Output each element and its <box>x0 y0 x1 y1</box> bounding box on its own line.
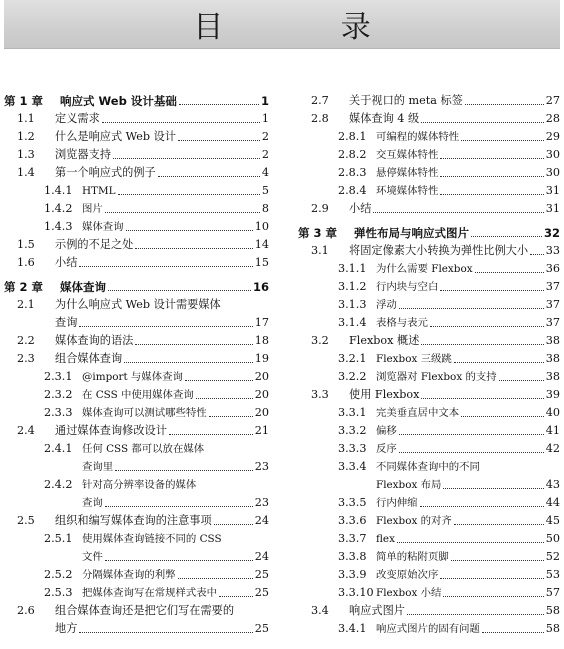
toc-entry-number: 1.4.2 <box>44 202 73 215</box>
toc-entry-title: @import 与媒体查询 <box>82 371 183 383</box>
toc-page-number: 18 <box>254 334 269 347</box>
dot-leader <box>126 230 253 231</box>
toc-right-column <box>298 92 560 638</box>
toc-entry-title: 查询里 <box>82 461 114 473</box>
toc-entry-title: 小结 <box>55 256 78 269</box>
toc-entry-number: 3.3.2 <box>338 424 367 437</box>
toc-page-number: 24 <box>254 550 269 563</box>
toc-page-number: 5 <box>261 184 269 197</box>
toc-entry-number: 1.2 <box>17 130 35 143</box>
toc-page-number: 44 <box>545 496 560 509</box>
toc-entry-title: 媒体查询 <box>82 221 124 233</box>
toc-entry-title: 环境媒体特性 <box>376 185 439 197</box>
toc-entry <box>298 368 560 386</box>
toc-entry <box>4 584 269 602</box>
toc-entry-title: 媒体查询 4 级 <box>349 112 420 125</box>
toc-entry <box>4 110 269 128</box>
toc-entry-title: Flexbox 布局 <box>376 479 442 491</box>
toc-entry-title: 完美垂直居中文本 <box>376 407 460 419</box>
toc-page-number: 33 <box>545 244 560 257</box>
toc-page-number: 25 <box>254 568 269 581</box>
toc-entry <box>4 566 269 584</box>
toc-entry-number: 3.2 <box>311 334 329 347</box>
toc-entry <box>298 512 560 530</box>
toc-entry-title: 浏览器对 Flexbox 的支持 <box>376 371 497 383</box>
toc-entry-title: 针对高分辨率设备的媒体 <box>82 479 197 491</box>
toc-page-number: 50 <box>545 532 560 545</box>
toc-page-number: 2 <box>261 148 269 161</box>
toc-entry-number: 2.8.3 <box>338 166 367 179</box>
dot-leader <box>461 140 544 141</box>
dot-leader <box>440 176 543 177</box>
dot-leader <box>471 236 542 237</box>
dot-leader <box>451 560 544 561</box>
toc-entry-number: 第 1 章 <box>4 94 44 108</box>
toc-entry-title: 为什么响应式 Web 设计需要媒体 <box>55 298 221 311</box>
toc-entry-title: 组合媒体查询还是把它们写在需要的 <box>55 604 235 617</box>
toc-entry <box>4 236 269 254</box>
toc-entry-title: 关于视口的 meta 标签 <box>349 94 463 107</box>
dot-leader <box>461 416 544 417</box>
dot-leader <box>443 596 543 597</box>
toc-entry-title: 行内块与空白 <box>376 281 439 293</box>
toc-entry-number: 2.3.3 <box>44 406 73 419</box>
toc-page-number: 45 <box>545 514 560 527</box>
toc-entry-title: 行内伸缩 <box>376 497 418 509</box>
toc-entry-title: 浏览器支持 <box>55 148 111 161</box>
toc-entry <box>298 476 560 494</box>
toc-entry-title: 为什么需要 Flexbox <box>376 263 473 275</box>
toc-entry-number: 2.5.2 <box>44 568 73 581</box>
dot-leader <box>454 362 544 363</box>
toc-page-number: 20 <box>254 388 269 401</box>
dot-leader <box>530 254 544 255</box>
toc-entry-number: 2.5.3 <box>44 586 73 599</box>
toc-page-number: 38 <box>545 352 560 365</box>
toc-entry <box>298 548 560 566</box>
toc-entry <box>4 368 269 386</box>
toc-entry <box>298 566 560 584</box>
toc-entry-title: 通过媒体查询修改设计 <box>55 424 167 437</box>
toc-entry-title: 将固定像素大小转换为弹性比例大小 <box>349 244 529 257</box>
toc-entry-title: Flexbox 三级跳 <box>376 353 452 365</box>
toc-entry <box>298 110 560 128</box>
toc-entry <box>298 440 560 458</box>
toc-entry-title: 图片 <box>82 203 103 215</box>
toc-entry <box>4 458 269 476</box>
toc-entry-number: 1.4 <box>17 166 35 179</box>
toc-page-number: 39 <box>545 388 560 401</box>
toc-page-number: 25 <box>254 622 269 635</box>
dot-leader <box>440 578 543 579</box>
dot-leader <box>465 104 544 105</box>
toc-entry-number: 3.4 <box>311 604 329 617</box>
toc-page-number: 16 <box>252 280 269 294</box>
toc-entry <box>4 128 269 146</box>
dot-leader <box>169 434 253 435</box>
toc-entry <box>298 584 560 602</box>
toc-page-number: 31 <box>545 202 560 215</box>
dot-leader <box>443 488 543 489</box>
dot-leader <box>102 122 260 123</box>
toc-entry-title: Flexbox 的对齐 <box>376 515 452 527</box>
toc-entry-number: 3.3.4 <box>338 460 367 473</box>
toc-entry-title: 把媒体查询写在常规样式表中 <box>82 587 218 599</box>
toc-entry-title: 简单的粘附页脚 <box>376 551 449 563</box>
toc-entry <box>298 128 560 146</box>
toc-entry-number: 2.3.1 <box>44 370 73 383</box>
toc-page-number: 37 <box>545 280 560 293</box>
dot-leader <box>105 212 260 213</box>
toc-entry <box>4 602 269 620</box>
toc-entry <box>4 146 269 164</box>
toc-entry <box>4 512 269 530</box>
toc-entry-number: 1.4.3 <box>44 220 73 233</box>
toc-entry <box>298 386 560 404</box>
dot-leader <box>399 434 544 435</box>
toc-entry-title: 改变原始次序 <box>376 569 439 581</box>
toc-entry-title: 查询 <box>82 497 103 509</box>
toc-entry <box>4 548 269 566</box>
dot-leader <box>440 158 543 159</box>
toc-page-number: 29 <box>545 130 560 143</box>
toc-entry-number: 3.3.9 <box>338 568 367 581</box>
toc-entry <box>4 476 269 494</box>
dot-leader <box>407 614 544 615</box>
toc-entry <box>298 404 560 422</box>
toc-entry <box>298 602 560 620</box>
toc-page-number: 20 <box>254 370 269 383</box>
toc-page-number: 1 <box>261 112 269 125</box>
toc-entry <box>298 200 560 218</box>
toc-entry-number: 1.3 <box>17 148 35 161</box>
toc-entry-title: 在 CSS 中使用媒体查询 <box>82 389 194 401</box>
toc-entry-number: 2.9 <box>311 202 329 215</box>
toc-entry-number: 2.5 <box>17 514 35 527</box>
dot-leader <box>421 122 544 123</box>
dot-leader <box>421 344 543 345</box>
toc-entry-number: 3.2.1 <box>338 352 367 365</box>
toc-entry-title: 不同媒体查询中的不同 <box>376 461 480 473</box>
dot-leader <box>397 542 544 543</box>
toc-entry-title: 弹性布局与响应式图片 <box>354 226 469 240</box>
toc-entry-title: 可编程的媒体特性 <box>376 131 460 143</box>
toc-entry-number: 2.8.4 <box>338 184 367 197</box>
toc-entry <box>4 296 269 314</box>
toc-entry-number: 1.1 <box>17 112 35 125</box>
toc-page-number: 25 <box>254 586 269 599</box>
toc-entry-title: 小结 <box>349 202 372 215</box>
toc-entry <box>298 494 560 512</box>
dot-leader <box>108 290 251 291</box>
dot-leader <box>440 194 543 195</box>
toc-entry-number: 1.4.1 <box>44 184 73 197</box>
toc-entry <box>298 182 560 200</box>
toc-entry-number: 3.3.5 <box>338 496 367 509</box>
toc-entry-number: 2.4 <box>17 424 35 437</box>
toc-entry-title: 组织和编写媒体查询的注意事项 <box>55 514 212 527</box>
toc-entry-number: 3.2.2 <box>338 370 367 383</box>
toc-page-number: 23 <box>254 496 269 509</box>
toc-entry <box>298 620 560 638</box>
toc-entry-number: 3.1.3 <box>338 298 367 311</box>
dot-leader <box>79 266 252 267</box>
toc-entry <box>298 92 560 110</box>
dot-leader <box>79 632 252 633</box>
toc-entry-number: 3.4.1 <box>338 622 367 635</box>
toc-page-number: 36 <box>545 262 560 275</box>
toc-entry <box>4 164 269 182</box>
dot-leader <box>135 248 252 249</box>
toc-page-number: 53 <box>545 568 560 581</box>
toc-entry-number: 2.4.2 <box>44 478 73 491</box>
toc-entry <box>4 200 269 218</box>
toc-entry-title: 文件 <box>82 551 103 563</box>
toc-entry-title: 使用媒体查询链接不同的 CSS <box>82 533 222 545</box>
toc-page-number: 23 <box>254 460 269 473</box>
toc-chapter-entry <box>298 224 560 242</box>
toc-page-number: 40 <box>545 406 560 419</box>
toc-entry <box>298 314 560 332</box>
toc-entry-number: 2.8 <box>311 112 329 125</box>
toc-entry <box>4 314 269 332</box>
toc-entry-number: 3.3.10 <box>338 586 374 599</box>
toc-entry-number: 1.6 <box>17 256 35 269</box>
toc-entry-number: 3.3.3 <box>338 442 367 455</box>
toc-page-number: 27 <box>545 94 560 107</box>
toc-page-number: 52 <box>545 550 560 563</box>
toc-page-number: 4 <box>261 166 269 179</box>
toc-page-number: 42 <box>545 442 560 455</box>
toc-entry-title: 使用 Flexbox <box>349 388 420 401</box>
toc-entry <box>4 620 269 638</box>
toc-entry <box>4 332 269 350</box>
dot-leader <box>105 506 253 507</box>
toc-page-number: 31 <box>545 184 560 197</box>
toc-page-number: 8 <box>261 202 269 215</box>
toc-page-number: 10 <box>254 220 269 233</box>
toc-entry-number: 2.2 <box>17 334 35 347</box>
toc-page-number: 43 <box>545 478 560 491</box>
toc-entry-title: 示例的不足之处 <box>55 238 134 251</box>
dot-leader <box>475 272 544 273</box>
toc-entry-number: 2.3.2 <box>44 388 73 401</box>
dot-leader <box>118 194 260 195</box>
dot-leader <box>179 104 259 105</box>
toc-entry-number: 2.5.1 <box>44 532 73 545</box>
toc-page-number: 14 <box>254 238 269 251</box>
toc-page-number: 38 <box>545 334 560 347</box>
toc-entry-title: 响应式图片的固有问题 <box>376 623 480 635</box>
toc-entry-title: 浮动 <box>376 299 397 311</box>
toc-entry <box>298 260 560 278</box>
dot-leader <box>185 380 253 381</box>
toc-page-number: 38 <box>545 370 560 383</box>
dot-leader <box>124 362 253 363</box>
toc-entry-title: 响应式图片 <box>349 604 405 617</box>
toc-entry-title: 查询 <box>55 316 78 329</box>
toc-entry-title: 地方 <box>55 622 78 635</box>
dot-leader <box>219 596 253 597</box>
dot-leader <box>115 470 253 471</box>
dot-leader <box>421 398 543 399</box>
toc-page-number: 2 <box>261 130 269 143</box>
toc-entry-number: 3.1.2 <box>338 280 367 293</box>
toc-page-number: 58 <box>545 622 560 635</box>
toc-entry-number: 2.8.1 <box>338 130 367 143</box>
toc-entry-title: 响应式 Web 设计基础 <box>60 94 177 108</box>
toc-page-number: 37 <box>545 316 560 329</box>
toc-entry-title: 反序 <box>376 443 397 455</box>
toc-page-number: 30 <box>545 166 560 179</box>
dot-leader <box>454 524 544 525</box>
dot-leader <box>209 416 253 417</box>
dot-leader <box>79 326 252 327</box>
toc-entry-number: 3.1 <box>311 244 329 257</box>
toc-entry-title: 任何 CSS 都可以放在媒体 <box>82 443 205 455</box>
toc-entry-title: 分隔媒体查询的利弊 <box>82 569 176 581</box>
toc-chapter-entry <box>4 278 269 296</box>
dot-leader <box>420 506 544 507</box>
toc-page-number: 24 <box>254 514 269 527</box>
toc-chapter-entry <box>4 92 269 110</box>
toc-entry-title: HTML <box>82 185 116 197</box>
toc-entry-number: 2.1 <box>17 298 35 311</box>
toc-entry <box>298 296 560 314</box>
toc-entry-title: 悬停媒体特性 <box>376 167 439 179</box>
toc-entry <box>298 278 560 296</box>
toc-page-number: 28 <box>545 112 560 125</box>
toc-entry <box>4 494 269 512</box>
toc-entry <box>4 386 269 404</box>
dot-leader <box>178 578 253 579</box>
toc-page-number: 17 <box>254 316 269 329</box>
toc-page-number: 37 <box>545 298 560 311</box>
toc-entry-title: 媒体查询的语法 <box>55 334 134 347</box>
toc-entry-number: 3.3.8 <box>338 550 367 563</box>
dot-leader <box>158 176 260 177</box>
toc-entry-title: 媒体查询可以测试哪些特性 <box>82 407 207 419</box>
toc-entry-number: 2.6 <box>17 604 35 617</box>
toc-entry <box>4 350 269 368</box>
toc-entry-title: Flexbox 概述 <box>349 334 420 347</box>
toc-entry-number: 3.1.1 <box>338 262 367 275</box>
toc-entry-title: 偏移 <box>376 425 397 437</box>
toc-page-number: 30 <box>545 148 560 161</box>
toc-entry <box>298 422 560 440</box>
toc-page-number: 57 <box>545 586 560 599</box>
toc-entry <box>4 182 269 200</box>
toc-entry-number: 第 3 章 <box>298 226 338 240</box>
toc-entry-number: 2.3 <box>17 352 35 365</box>
toc-entry-number: 3.3.7 <box>338 532 367 545</box>
page-title: 目 录 <box>193 10 425 45</box>
dot-leader <box>482 632 544 633</box>
dot-leader <box>178 140 260 141</box>
toc-entry-title: 媒体查询 <box>60 280 106 294</box>
toc-entry-title: 交互媒体特性 <box>376 149 439 161</box>
toc-entry-number: 3.3 <box>311 388 329 401</box>
dot-leader <box>373 212 543 213</box>
dot-leader <box>135 344 252 345</box>
toc-entry <box>298 146 560 164</box>
toc-entry-number: 3.3.6 <box>338 514 367 527</box>
toc-entry-title: Flexbox 小结 <box>376 587 442 599</box>
toc-entry <box>298 242 560 260</box>
toc-entry <box>4 440 269 458</box>
toc-entry-number: 2.4.1 <box>44 442 73 455</box>
toc-entry-number: 第 2 章 <box>4 280 44 294</box>
toc-entry-number: 1.5 <box>17 238 35 251</box>
dot-leader <box>196 398 253 399</box>
toc-page-number: 15 <box>254 256 269 269</box>
toc-entry <box>4 530 269 548</box>
toc-entry-number: 3.3.1 <box>338 406 367 419</box>
dot-leader <box>440 290 543 291</box>
toc-entry <box>4 422 269 440</box>
toc-entry-title: 表格与表元 <box>376 317 428 329</box>
toc-header-bar <box>4 0 560 49</box>
toc-left-column <box>4 92 269 638</box>
toc-page-number: 58 <box>545 604 560 617</box>
toc-entry-title: 组合媒体查询 <box>55 352 123 365</box>
toc-entry-title: 第一个响应式的例子 <box>55 166 156 179</box>
toc-page-number: 20 <box>254 406 269 419</box>
toc-page-number: 21 <box>254 424 269 437</box>
toc-entry-title: flex <box>376 533 395 545</box>
dot-leader <box>214 524 253 525</box>
toc-entry <box>298 350 560 368</box>
toc-entry-title: 定义需求 <box>55 112 100 125</box>
toc-page-number: 41 <box>545 424 560 437</box>
toc-entry-title: 什么是响应式 Web 设计 <box>55 130 176 143</box>
toc-entry <box>298 164 560 182</box>
toc-page-number: 19 <box>254 352 269 365</box>
toc-entry <box>298 458 560 476</box>
toc-entry <box>4 254 269 272</box>
toc-entry-number: 2.7 <box>311 94 329 107</box>
dot-leader <box>113 158 260 159</box>
dot-leader <box>430 326 544 327</box>
toc-page-number: 1 <box>260 94 269 108</box>
toc-entry <box>298 530 560 548</box>
toc-entry <box>298 332 560 350</box>
toc-page-number: 32 <box>543 226 560 240</box>
dot-leader <box>499 380 544 381</box>
toc-entry-number: 2.8.2 <box>338 148 367 161</box>
toc-entry <box>4 404 269 422</box>
toc-entry <box>4 218 269 236</box>
dot-leader <box>399 308 544 309</box>
toc-entry-number: 3.1.4 <box>338 316 367 329</box>
dot-leader <box>105 560 253 561</box>
dot-leader <box>399 452 544 453</box>
